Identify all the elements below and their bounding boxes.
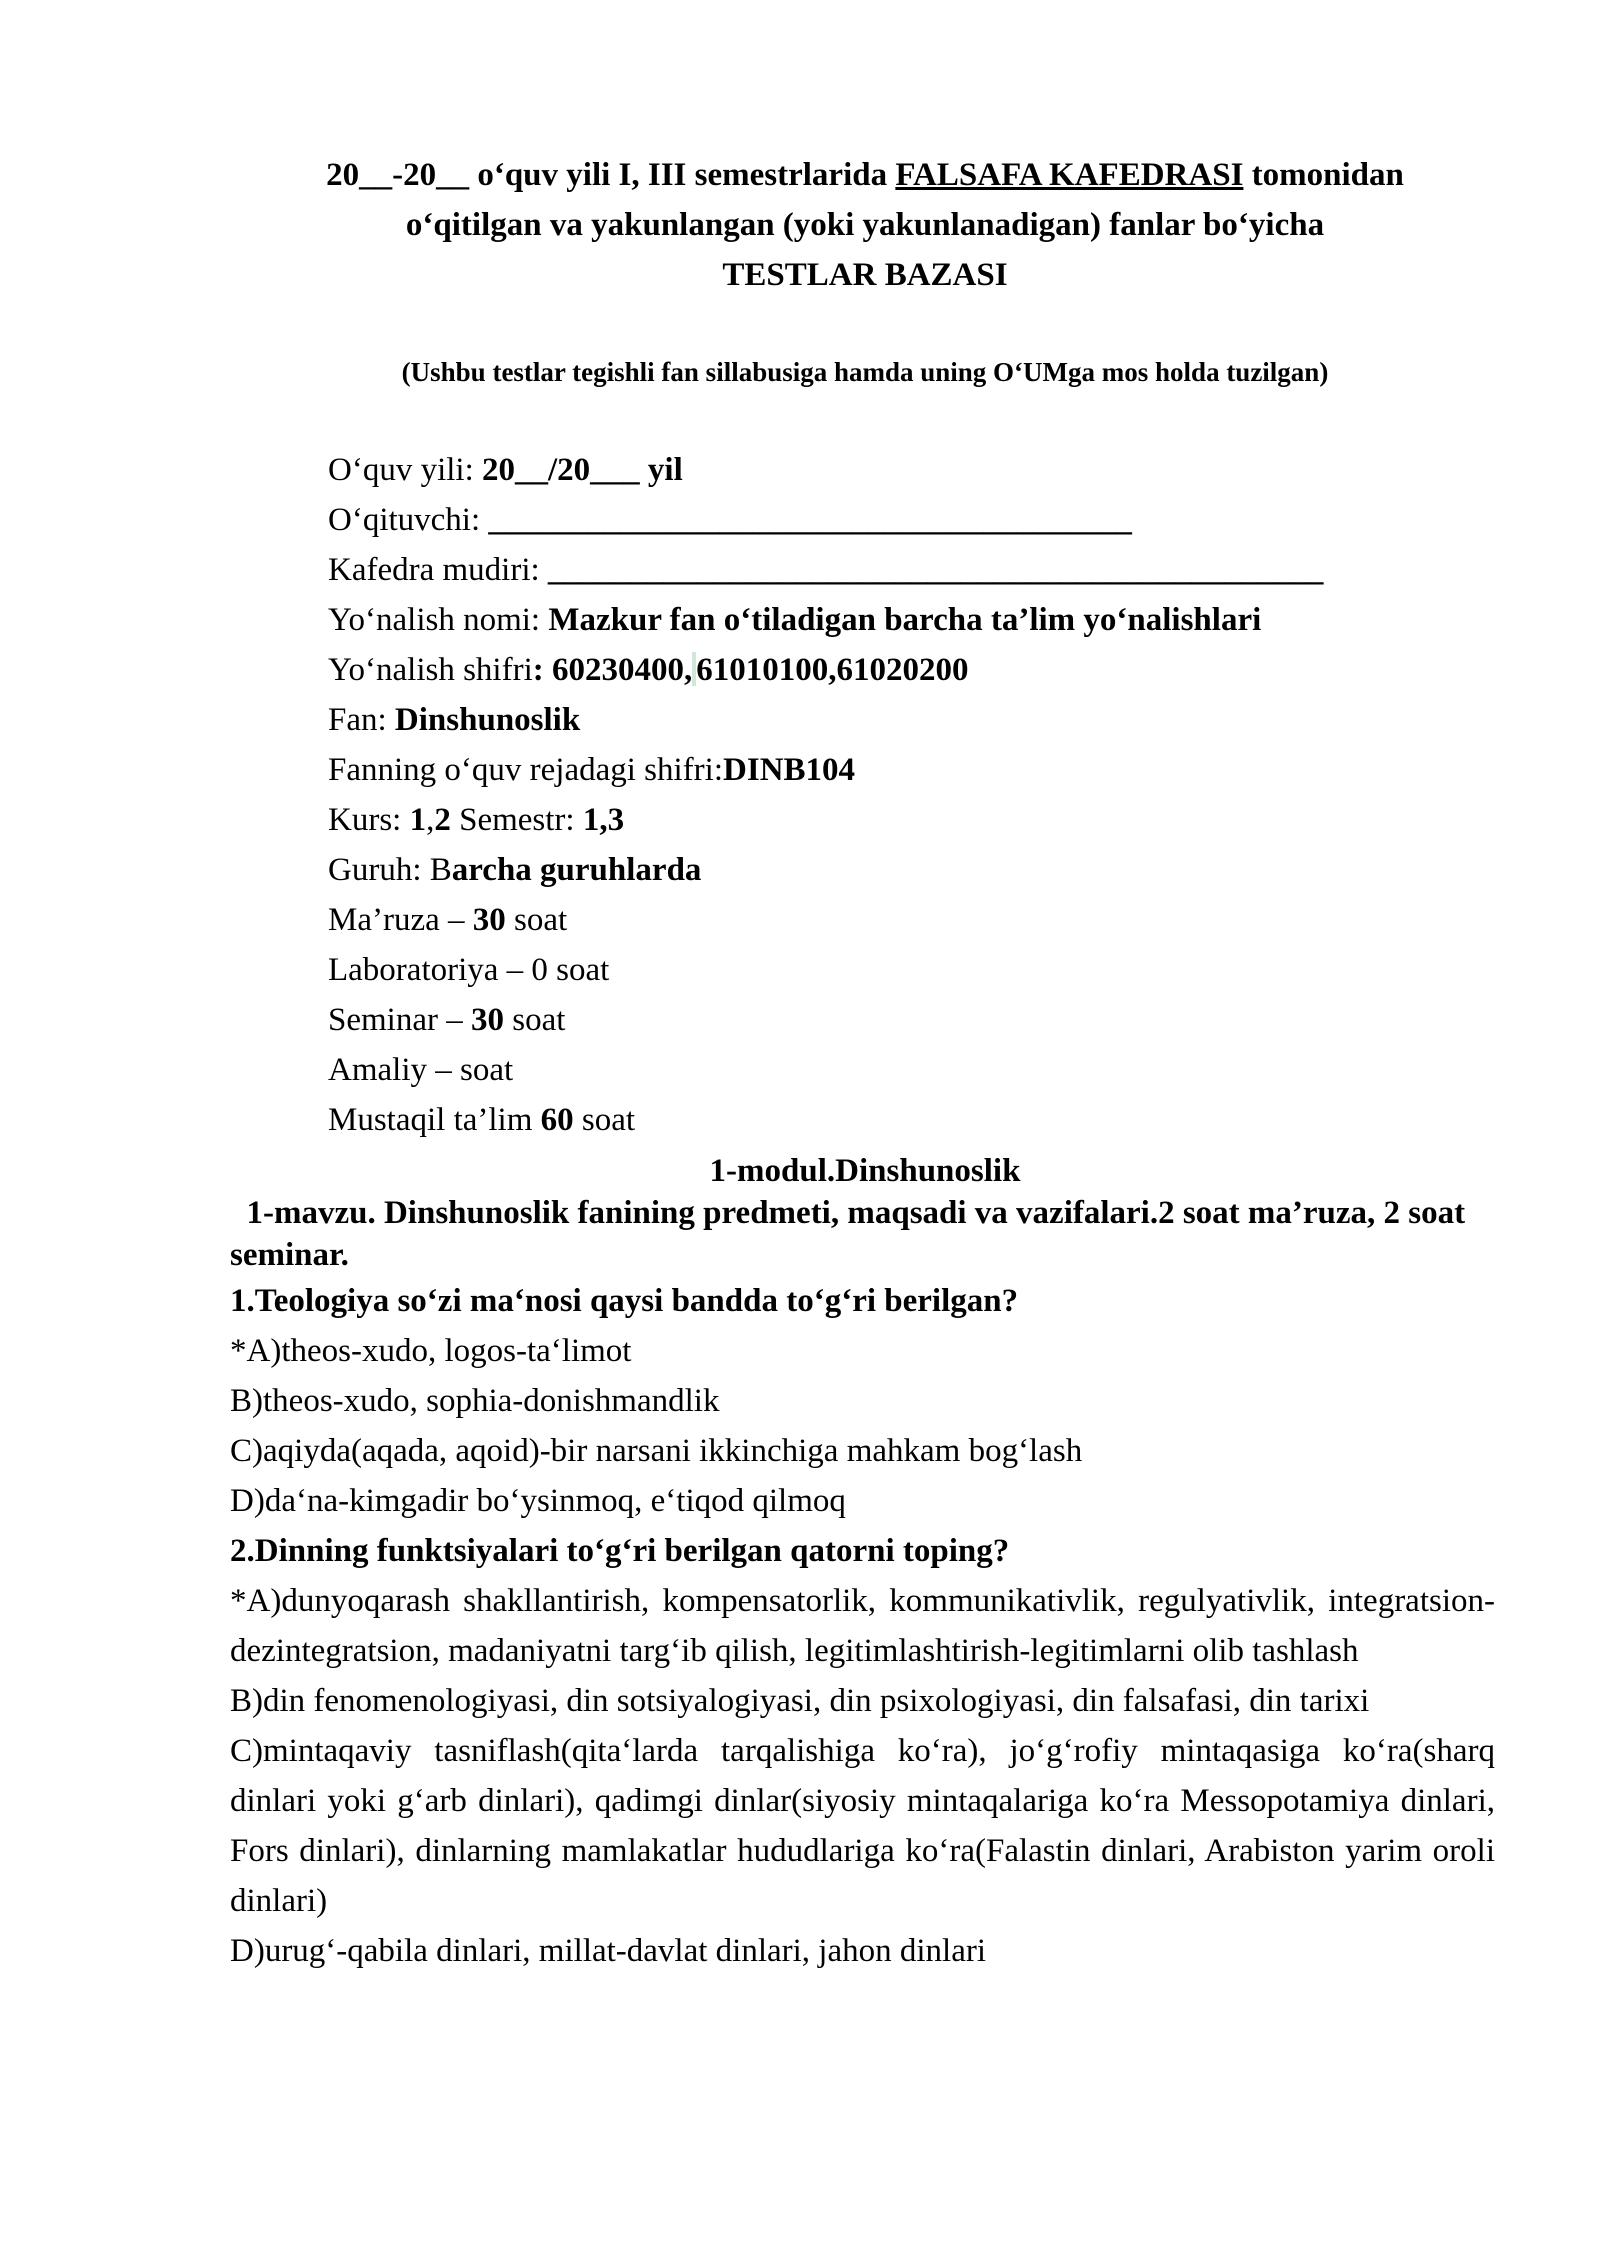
info-guruh — [328, 845, 1528, 895]
info-yonalish-nomi — [328, 595, 1528, 645]
title-line-1-post: tomonidan — [1243, 157, 1404, 193]
kafedra-value: _______________________________________________ — [547, 552, 1324, 588]
kurs-value-1: 1 — [409, 802, 427, 838]
fan-shifri-label: Fanning o‘quv rejadagi shifri: — [328, 752, 724, 788]
module-heading: 1-modul.Dinshunoslik — [709, 1153, 1021, 1189]
info-kafedra-mudiri — [328, 545, 1528, 595]
questions-list — [230, 1276, 1495, 1976]
answer-option: B)theos-xudo, sophia-donishmandlik — [230, 1383, 720, 1419]
info-amaliy: Amaliy – soat — [328, 1052, 514, 1088]
title-line-2: o‘qitilgan va yakunlangan (yoki yakunlanadigan) fanlar bo‘yicha — [405, 207, 1325, 243]
oquv-yili-value: 20__/20___ yil — [482, 452, 683, 488]
department-name: FALSAFA KAFEDRASI — [895, 157, 1244, 193]
maruza-label: Ma’ruza – — [328, 902, 473, 938]
semestr-label: Semestr: — [450, 802, 583, 838]
yonalish-nomi-label: Yo‘nalish nomi: — [328, 602, 549, 638]
mustaqil-value: 60 — [540, 1102, 574, 1138]
mustaqil-label: Mustaqil ta’lim — [328, 1102, 541, 1138]
seminar-value: 30 — [470, 1002, 504, 1038]
yonalish-shifri-value-a: : 60230400, — [532, 652, 693, 688]
yonalish-shifri-label: Yo‘nalish shifri — [328, 652, 533, 688]
seminar-unit: soat — [503, 1002, 566, 1038]
mustaqil-unit: soat — [573, 1102, 636, 1138]
semestr-value: 1,3 — [582, 802, 625, 838]
info-oqituvchi — [328, 495, 1528, 545]
kurs-label: Kurs: — [328, 802, 410, 838]
yonalish-shifri-value-b: 61010100,61020200 — [696, 652, 969, 688]
title-line-1 — [230, 150, 1500, 200]
answer-option: *A)dunyoqarash shakllantirish, kompensatorlik, kommunikativlik, regulyativlik, integratsion-dezintegratsion, madaniyatni targ‘ib qilish, legitimlashtirish-legitimlarni olib tashlash — [230, 1583, 1495, 1669]
maruza-value: 30 — [472, 902, 506, 938]
answer-option: C)mintaqaviy tasniflash(qita‘larda tarqalishiga ko‘ra), jo‘g‘rofiy mintaqasiga ko‘ra(sharq dinlari yoki g‘arb dinlari), qadimgi dinlar(siyosiy mintaqalariga ko‘ra Messopotamiya dinlari, Fors dinlari), dinlarning mamlakatlar hududlariga ko‘ra(Falastin dinlari, Arabiston yarim oroli dinlari) — [230, 1733, 1495, 1919]
answer-option: *A)theos-xudo, logos-ta‘limot — [230, 1333, 632, 1369]
info-maruza — [328, 895, 1528, 945]
course-info — [328, 445, 1528, 1145]
kafedra-label: Kafedra mudiri: — [328, 552, 548, 588]
seminar-label: Seminar – — [328, 1002, 471, 1038]
answer-option: D)urug‘-qabila dinlari, millat-davlat dinlari, jahon dinlari — [230, 1933, 987, 1969]
answer-option: D)da‘na-kimgadir bo‘ysinmoq, e‘tiqod qilmoq — [230, 1483, 846, 1519]
maruza-unit: soat — [505, 902, 568, 938]
kurs-separator: , — [426, 802, 435, 838]
fan-label: Fan: — [328, 702, 395, 738]
info-yonalish-shifri — [328, 645, 1528, 695]
syllabus-note: (Ushbu testlar tegishli fan sillabusiga hamda uning O‘UMga mos holda tuzilgan) — [401, 357, 1329, 387]
answer-option: B)din fenomenologiyasi, din sotsiyalogiyasi, din psixologiyasi, din falsafasi, din tarixi — [230, 1683, 1370, 1719]
info-fan — [328, 695, 1528, 745]
fan-shifri-value: DINB104 — [723, 752, 856, 788]
guruh-value: archa guruhlarda — [451, 852, 702, 888]
question-item — [230, 1276, 1495, 1526]
document-title — [230, 150, 1500, 300]
guruh-label: Guruh: B — [328, 852, 452, 888]
answer-option: C)aqiyda(aqada, aqoid)-bir narsani ikkinchiga mahkam bog‘lash — [230, 1433, 1083, 1469]
info-fan-shifri — [328, 745, 1528, 795]
title-line-1-pre: 20__-20__ o‘quv yili I, III semestrlarida — [326, 157, 896, 193]
fan-value: Dinshunoslik — [394, 702, 581, 738]
oqituvchi-value: _______________________________________ — [488, 502, 1132, 538]
yonalish-nomi-value: Mazkur fan o‘tiladigan barcha ta’lim yo‘nalishlari — [548, 602, 1262, 638]
question-text: 2.Dinning funktsiyalari to‘g‘ri berilgan qatorni toping? — [230, 1533, 1010, 1569]
info-seminar — [328, 995, 1528, 1045]
info-kurs-semestr — [328, 795, 1528, 845]
question-item — [230, 1526, 1495, 1976]
oquv-yili-label: O‘quv yili: — [328, 452, 482, 488]
topic-heading: 1-mavzu. Dinshunoslik fanining predmeti, maqsadi va vazifalari.2 soat ma’ruza, 2 soat seminar. — [230, 1195, 1474, 1273]
oqituvchi-label: O‘qituvchi: — [328, 502, 489, 538]
question-text: 1.Teologiya so‘zi ma‘nosi qaysi bandda to‘g‘ri berilgan? — [230, 1283, 1019, 1319]
info-mustaqil — [328, 1095, 1528, 1145]
info-oquv-yili — [328, 445, 1528, 495]
info-laboratoriya: Laboratoriya – 0 soat — [328, 952, 610, 988]
kurs-value-2: 2 — [434, 802, 451, 838]
title-line-3: TESTLAR BAZASI — [722, 257, 1008, 293]
